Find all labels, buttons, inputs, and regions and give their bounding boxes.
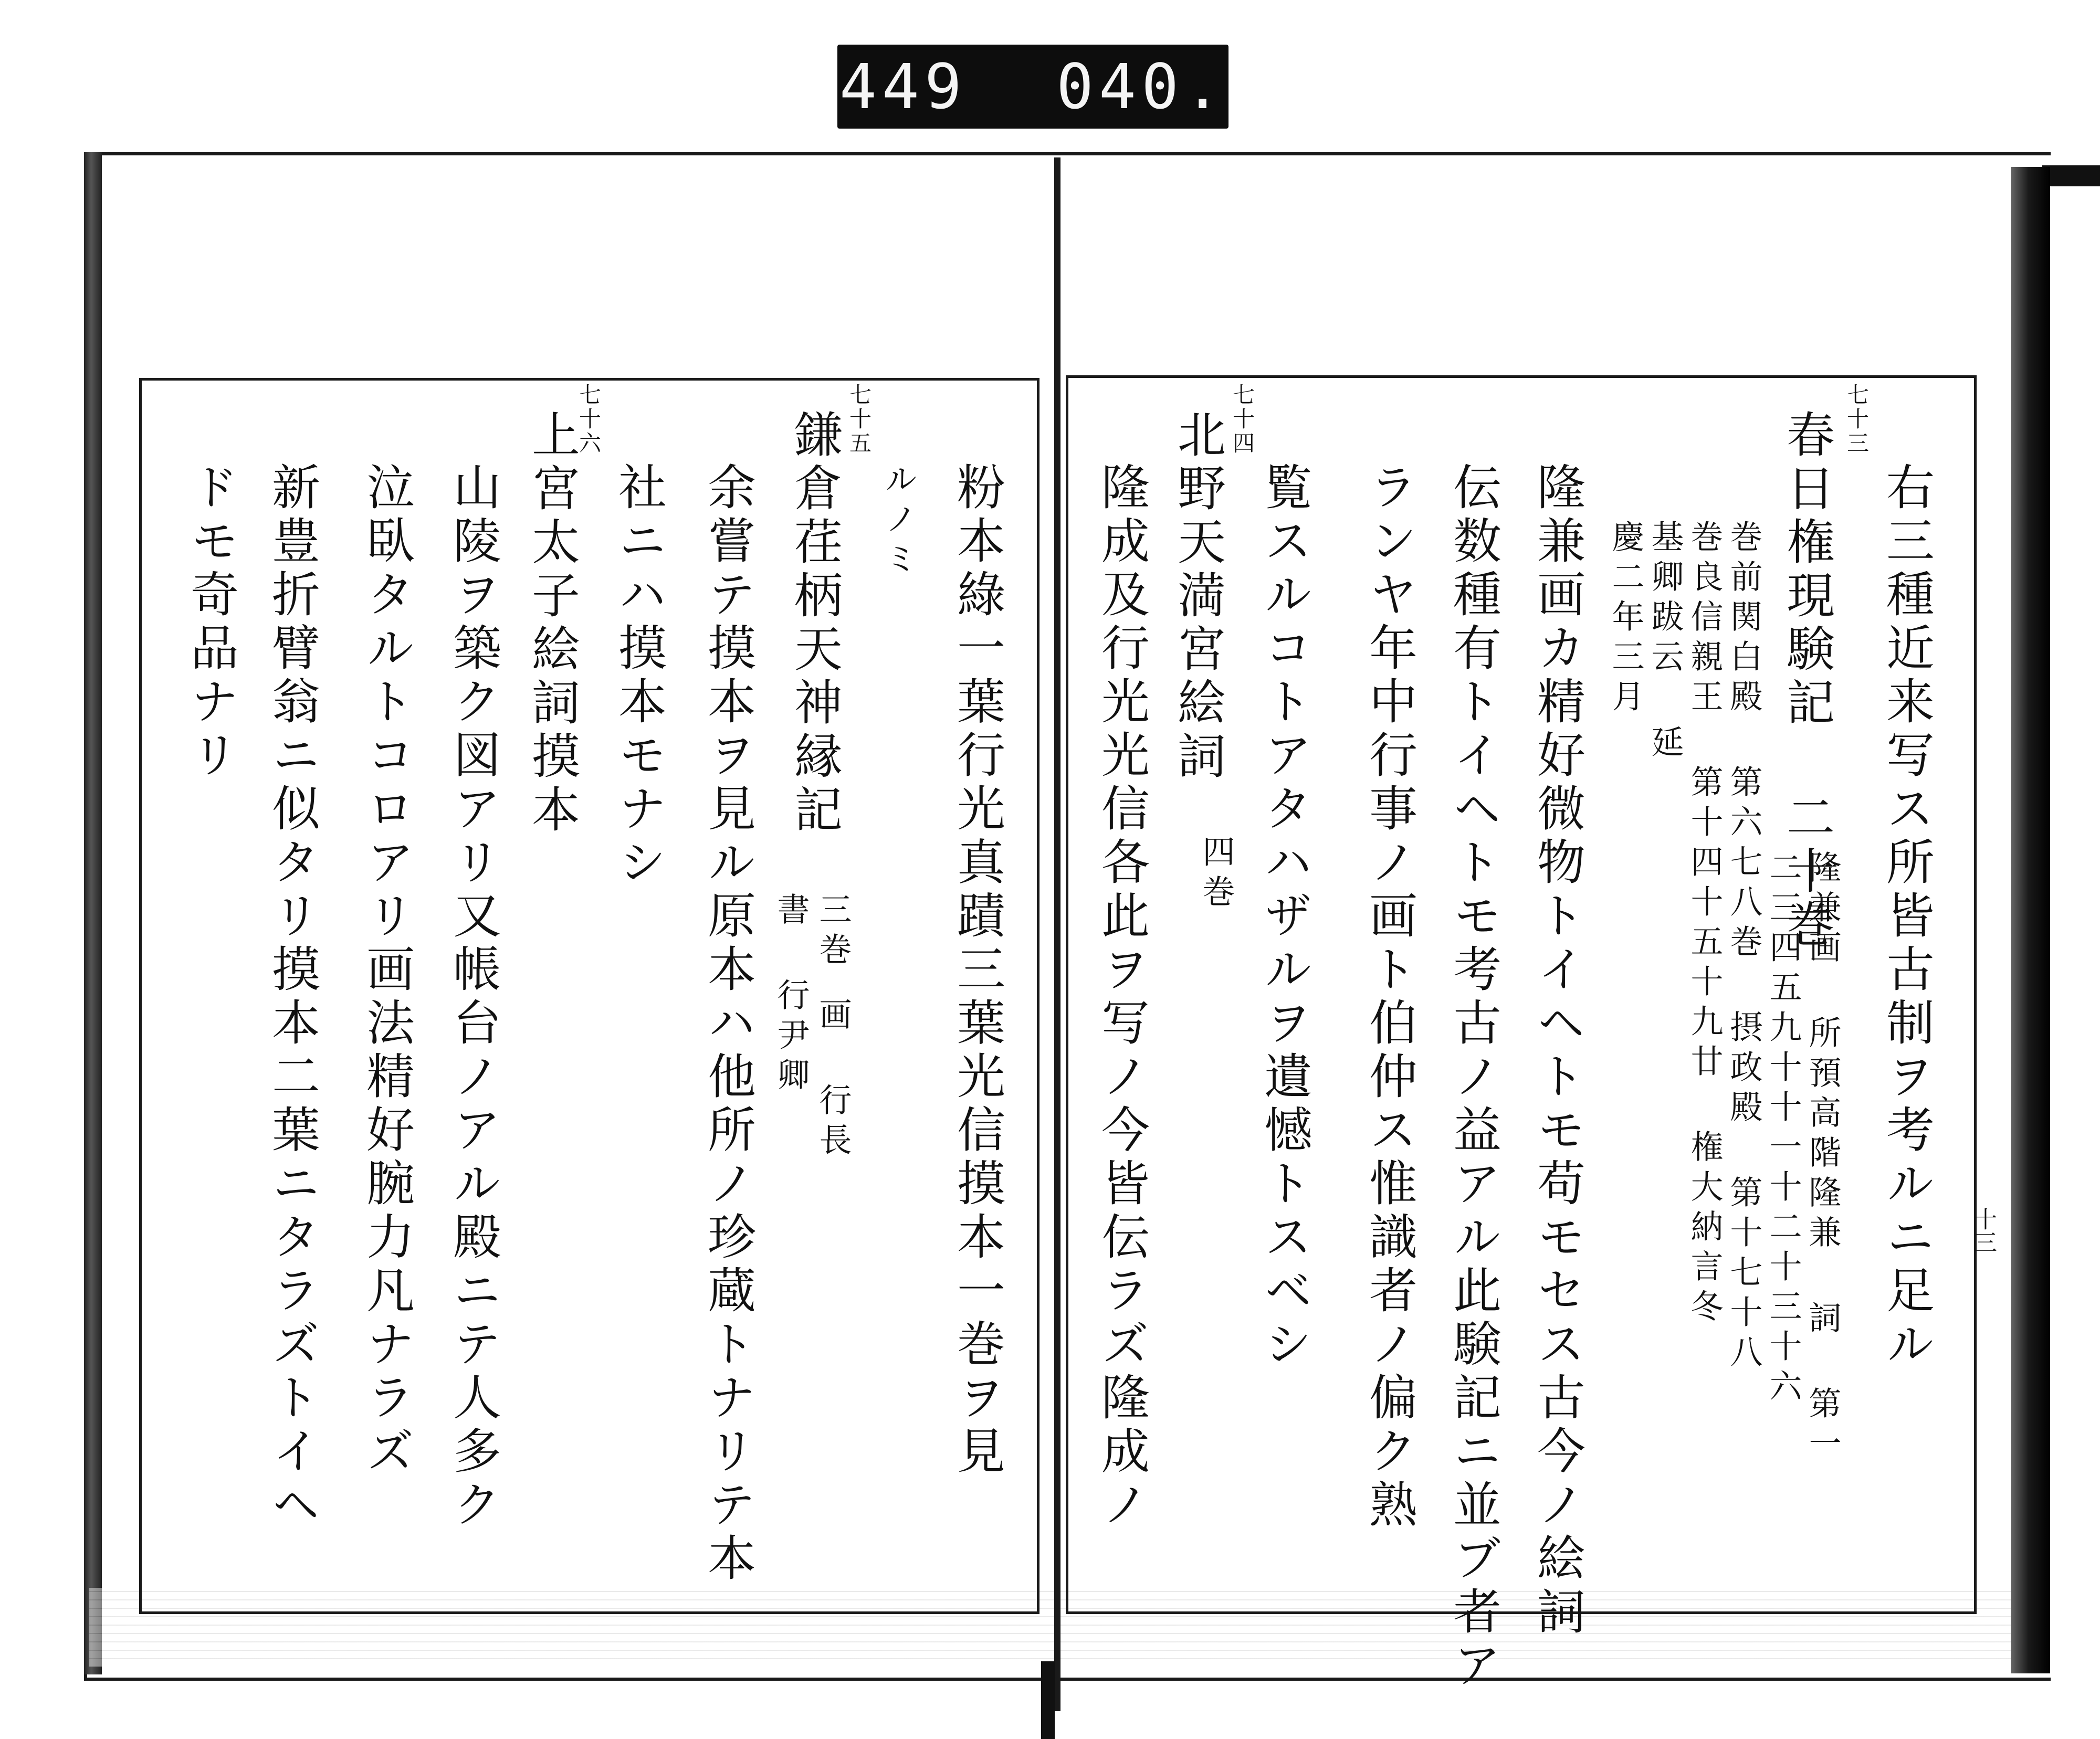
text-column: ルノミ [879,462,918,582]
text-annotation: 基卿跋云 延 [1646,520,1684,765]
text-column: ランヤ年中行事ノ画ト伯仲ス惟識者ノ偏ク熟 [1361,462,1418,1533]
text-annotation: 四巻 [1197,835,1235,914]
left-page-edge [84,152,102,1674]
text-annotation: 巻前関白殿 第六七八巻 摂政殿 第十七十八 [1725,520,1763,1375]
entry-number: 七十三 [1844,383,1870,456]
entry-title: 北野天満宮絵詞 [1170,409,1226,784]
catalog-number-label [837,45,1228,129]
text-column: 覧スルコトアタハザルヲ遺憾トスベシ [1256,462,1312,1372]
text-column: 泣臥タルトコロアリ画法精好腕力凡ナラズ [359,462,415,1479]
text-column: 余嘗テ摸本ヲ見ル原本ハ他所ノ珍蔵トナリテ本 [700,462,756,1586]
text-annotation: 二三四五九十十一十二十三十六 [1764,850,1802,1409]
text-column: 隆成及行光光信各此ヲ写ノ今皆伝ラズ隆成ノ [1094,462,1150,1533]
entry-number: 七十六 [576,383,602,456]
spine-tab [1041,1661,1055,1739]
text-annotation: 画 行長 [814,997,852,1163]
catalog-number-left: 449 [839,50,967,123]
text-annotation: 巻良信親王 第十四十五十九廿 権大納言冬 [1685,520,1724,1329]
entry-title: 春日権現験記 二十巻 [1779,409,1835,953]
text-column: 右三種近来写ス所皆古制ヲ考ルニ足ル [1878,462,1935,1372]
text-column: 新豊折臂翁ニ似タリ摸本二葉ニタラズトイヘ [264,462,320,1533]
text-column: 伝数種有トイヘトモ考古ノ益アル此験記ニ並ブ者ア [1445,462,1502,1693]
text-annotation: 慶二年三月 [1606,520,1645,719]
text-column: 粉本綠一葉行光真蹟三葉光信摸本一巻ヲ見 [949,462,1005,1479]
entry-number: 七十四 [1230,383,1255,456]
text-annotation: 三巻 [814,892,852,972]
catalog-number-right: 040. [1056,50,1227,123]
right-cover-top [2042,165,2100,186]
text-column: 隆兼画カ精好微物トイヘトモ苟モセス古今ノ絵詞 [1529,462,1586,1640]
text-column: 社ニハ摸本モナシ [611,462,667,890]
folio-number: 十三 [1970,1207,1997,1253]
right-page-edge [2011,167,2050,1673]
text-annotation: 隆兼画 所預高階隆兼 詞 第一 [1803,850,1842,1466]
text-column: 山陵ヲ築ク図アリ又帳台ノアル殿ニテ人多ク [445,462,501,1533]
entry-title: 上宮太子絵詞摸本 [524,409,580,838]
text-column: ドモ奇品ナリ [183,462,239,783]
entry-number: 七十五 [846,383,872,456]
book-spine [1054,157,1060,1711]
text-annotation: 書 行尹卿 [772,892,810,1098]
entry-title: 鎌倉荏柄天神縁記 [786,409,843,838]
